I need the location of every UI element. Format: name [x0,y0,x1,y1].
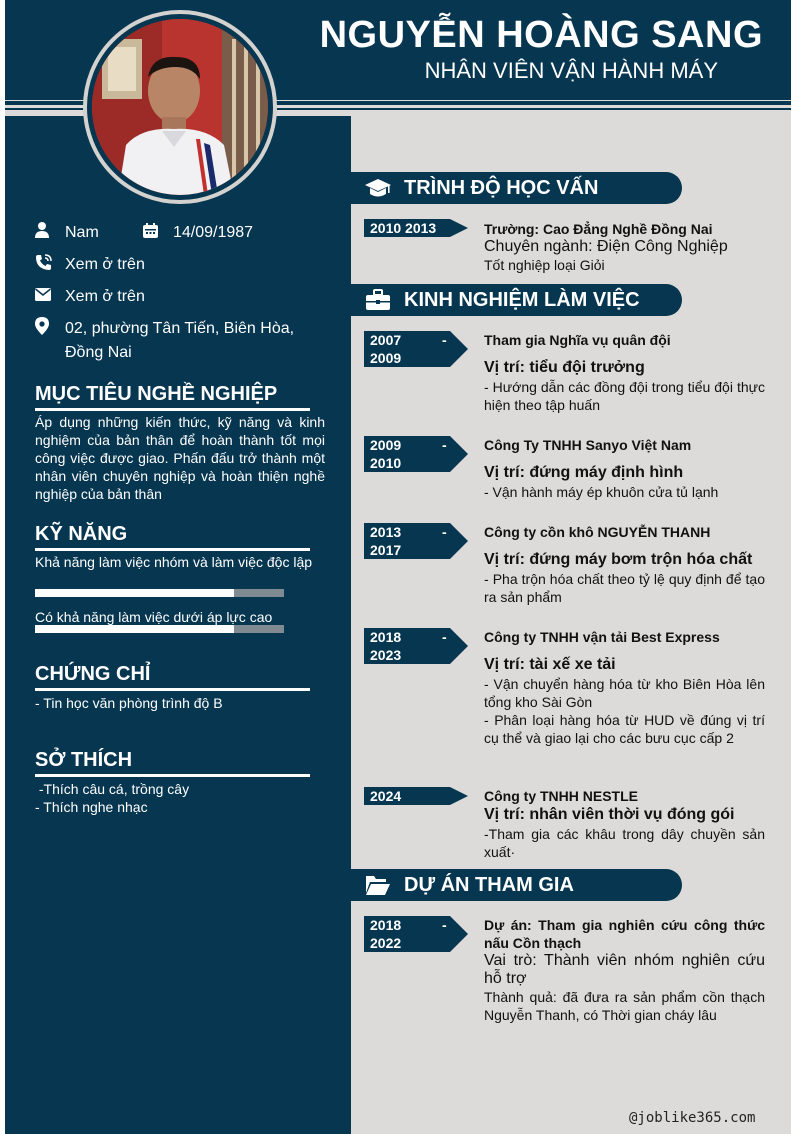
experience-position: Vị trí: nhân viên thời vụ đóng gói [484,806,735,823]
experience-entry [484,628,765,747]
person-icon [35,221,65,239]
education-major: Chuyên ngành: Điện Công Nghiệp [484,238,728,255]
project-entry [484,916,765,1024]
experience-position: Vị trí: đứng máy bơm trộn hóa chất [484,551,753,568]
period-start: 2024 [370,788,402,804]
experience-company: Công Ty TNHH Sanyo Việt Nam [484,437,692,453]
email-value: Xem ở trên [65,288,145,305]
skill-bar-fill [35,589,234,597]
experience-description: - Vận hành máy ép khuôn cửa tủ lạnh [484,484,719,500]
period-dash: - [442,332,447,348]
education-period-tag [364,219,468,237]
experience-description: -Tham gia các khâu trong dây chuyền sản xuất· [484,826,765,860]
period-start: 2018 [370,629,402,645]
education-entry [484,220,765,274]
period-start: 2013 [370,524,402,540]
project-result: Thành quả: đã đưa ra sản phẩm cồn thạch Nguyễn Thanh, có Thời gian cháy lâu [484,989,765,1023]
education-school: Trường: Cao Đẳng Nghề Đồng Nai [484,221,713,237]
experience-period-tag [364,436,468,472]
project-role: Vai trò: Thành viên nhóm nghiên cứu hỗ trợ [484,952,765,987]
projects-heading [351,869,682,901]
experience-period-tag [364,628,468,664]
education-period: 2010 2013 [370,220,437,236]
experience-company: Công ty TNHH vận tải Best Express [484,629,720,645]
birthdate-row [143,221,253,245]
graduation-cap-icon [365,176,391,200]
avatar [83,10,277,204]
period-start: 2007 [370,332,402,348]
experience-position: Vị trí: đứng máy định hình [484,464,684,481]
skill-label: Khả năng làm việc nhóm và làm việc độc lập [35,554,313,570]
period-dash: - [442,437,447,453]
certificates-title: CHỨNG CHỈ [35,663,151,685]
certificates-rule [35,688,310,691]
period-start: 2009 [370,437,402,453]
calendar-icon [143,221,173,239]
experience-entry [484,331,765,414]
job-title: NHÂN VIÊN VẬN HÀNH MÁY [424,58,718,83]
email-row [35,285,145,309]
experience-position: Vị trí: tiểu đội trưởng [484,359,645,376]
period-dash: - [442,524,447,540]
period-end: 2009 [370,350,402,366]
skill-bar [35,589,284,597]
address-value: 02, phường Tân Tiến, Biên Hòa, Đồng Nai [65,320,295,361]
avatar-photo [92,19,268,195]
briefcase-icon [365,288,391,312]
experience-entry [484,436,765,501]
experience-description: - Vận chuyển hàng hóa từ kho Biên Hòa lên tổng kho Sài Gòn [484,676,765,710]
period-dash: - [442,917,447,933]
skill-bar [35,625,284,633]
experience-title: KINH NGHIỆM LÀM VIỆC [404,289,640,311]
phone-row [35,253,145,277]
skills-rule [35,548,310,551]
period-end: 2023 [370,647,402,663]
hobby-item: -Thích câu cá, trồng cây [35,781,190,797]
address-row [35,317,325,365]
objective-text: Áp dụng những kiến thức, kỹ năng và kinh nghiệm của bản thân để hoàn thành tốt mọi công việc được giao. Phấn đấu trở thành một nhân viên chuyên nghiệp và hoàn thiện nghề nghiệp của bản thân [35,414,325,502]
experience-heading [351,284,682,316]
hobby-item: - Thích nghe nhạc [35,799,148,815]
resume-page [5,0,791,1134]
experience-description: - Hướng dẫn các đồng đội trong tiểu đội thực hiện theo tập huấn [484,379,765,413]
project-period-tag [364,916,468,952]
skills-title: KỸ NĂNG [35,523,128,545]
period-end: 2022 [370,935,402,951]
experience-position: Vị trí: tài xế xe tải [484,656,616,673]
period-end: 2010 [370,455,402,471]
period-start: 2018 [370,917,402,933]
certificates-text: - Tin học văn phòng trình độ B [35,695,223,711]
envelope-icon [35,285,65,303]
project-name: Dự án: Tham gia nghiên cứu công thức nấu Cồn thạch [484,917,765,951]
experience-period-tag [364,523,468,559]
hobbies-title: SỞ THÍCH [35,749,133,771]
folder-open-icon [365,873,391,897]
experience-description: - Phân loại hàng hóa từ HUD về đúng vị trí cụ thể và giao lại cho các bưu cục cấp 2 [484,712,765,746]
education-heading [351,172,682,204]
experience-description: - Pha trộn hóa chất theo tỷ lệ quy định để tạo ra sản phẩm [484,571,765,605]
experience-company: Công ty TNHH NESTLE [484,788,638,804]
experience-period-tag [364,787,468,805]
objective-title: MỤC TIÊU NGHỀ NGHIỆP [35,383,278,405]
watermark: @joblike365.com [629,1110,756,1126]
candidate-name: NGUYỄN HOÀNG SANG [319,14,763,56]
period-dash: - [442,629,447,645]
objective-rule [35,408,310,411]
phone-value: Xem ở trên [65,256,145,273]
experience-entry [484,787,765,861]
gender-row [35,221,99,245]
location-pin-icon [35,317,65,335]
education-title: TRÌNH ĐỘ HỌC VẤN [404,177,599,199]
experience-company: Công ty cồn khô NGUYỄN THANH [484,524,711,540]
hobbies-rule [35,774,310,777]
phone-icon [35,253,65,271]
experience-period-tag [364,331,468,367]
projects-title: DỰ ÁN THAM GIA [404,874,574,896]
birthdate-value: 14/09/1987 [173,224,254,241]
skill-label: Có khả năng làm việc dưới áp lực cao [35,609,273,625]
education-result: Tốt nghiệp loại Giỏi [484,257,605,273]
skill-bar-fill [35,625,234,633]
period-end: 2017 [370,542,402,558]
experience-company: Tham gia Nghĩa vụ quân đội [484,332,671,348]
experience-entry [484,523,765,606]
gender-value: Nam [65,224,99,241]
